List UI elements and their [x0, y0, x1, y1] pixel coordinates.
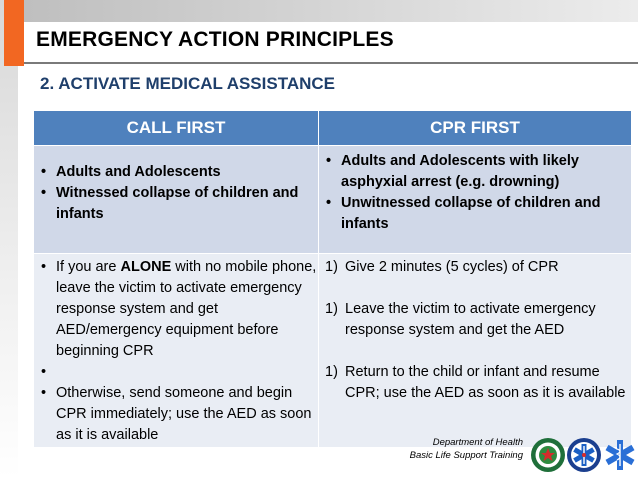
table-header-row [34, 111, 632, 146]
step-text: Leave the victim to activate emergency response system and get the AED [345, 301, 596, 338]
step-number: 1) [325, 259, 338, 275]
list-item: • Witnessed collapse of children and infants [34, 183, 318, 225]
step-text: Return to the child or infant and resume CPR; use the AED as soon as it is available [345, 364, 626, 401]
star-of-life-icon [602, 437, 638, 473]
left-decor-band [0, 0, 18, 478]
step-number: 1) [325, 301, 338, 317]
logo-group [530, 433, 638, 478]
slide-title: EMERGENCY ACTION PRINCIPLES [36, 28, 394, 51]
numbered-step [319, 362, 631, 404]
top-decor-band [0, 0, 638, 22]
list-item: • Adults and Adolescents [34, 162, 318, 183]
numbered-step [319, 299, 631, 341]
list-item: • Otherwise, send someone and begin CPR immediately; use the AED as soon as it is available [34, 383, 318, 446]
step-text: Give 2 minutes (5 cycles) of CPR [345, 259, 559, 275]
list-item: • Unwitnessed collapse of children and infants [319, 193, 631, 235]
action-text-suffix: with no mobile phone, leave the victim to activate emergency response system and get AED/emergency equipment before beginning CPR [56, 259, 317, 359]
section-subtitle: 2. ACTIVATE MEDICAL ASSISTANCE [40, 74, 336, 93]
list-item: • Adults and Adolescents with likely asphyxial arrest (e.g. drowning) [319, 151, 631, 193]
alone-emphasis: ALONE [120, 259, 172, 275]
step-number: 1) [325, 364, 338, 380]
header-call-first: CALL FIRST [34, 111, 319, 146]
list-spacer [319, 278, 631, 299]
footer-credit [410, 436, 523, 462]
footer-training: Basic Life Support Training [409, 450, 523, 461]
emergency-star-of-life-icon [566, 437, 602, 473]
table-row-criteria [34, 146, 632, 254]
cpr-first-criteria-cell [319, 146, 632, 254]
doh-seal-icon [530, 437, 566, 473]
call-first-criteria-cell [34, 146, 319, 254]
numbered-step [319, 257, 631, 278]
list-spacer [34, 362, 318, 383]
table-row-actions [34, 254, 632, 448]
action-text-prefix: If you are [56, 259, 121, 275]
cpr-first-steps-cell [319, 254, 632, 448]
title-divider [24, 62, 638, 64]
footer-department: Department of Health [432, 437, 523, 448]
list-item [34, 257, 318, 362]
action-table [33, 110, 632, 448]
header-cpr-first: CPR FIRST [319, 111, 632, 146]
call-first-actions-cell [34, 254, 319, 448]
orange-accent-bar [4, 0, 24, 66]
list-spacer [319, 341, 631, 362]
